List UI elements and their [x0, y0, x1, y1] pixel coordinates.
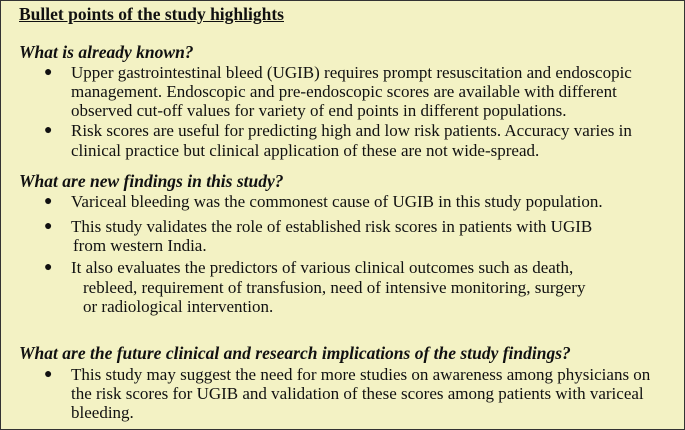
list-item-line: This study validates the role of established risk scores in patients with UGIB	[71, 217, 593, 236]
bullet-icon: ●	[44, 219, 53, 234]
bullet-icon: ●	[44, 367, 53, 382]
bullet-icon: ●	[44, 123, 53, 138]
list-item-line: bleeding.	[71, 403, 134, 422]
list-item-line: It also evaluates the predictors of various clinical outcomes such as death,	[71, 258, 574, 277]
list-item-line: Variceal bleeding was the commonest cause of UGIB in this study population.	[71, 192, 603, 211]
section-heading-known: What is already known?	[19, 42, 194, 62]
list-item-line: rebleed, requirement of transfusion, need of intensive monitoring, surgery	[83, 278, 586, 297]
list-item-line: or radiological intervention.	[83, 297, 274, 316]
bullet-icon: ●	[44, 260, 53, 275]
bullet-icon: ●	[44, 65, 53, 80]
list-item-line: clinical practice but clinical application of these are not wide-spread.	[71, 141, 540, 160]
list-item-line: observed cut-off values for variety of end points in different populations.	[71, 101, 567, 120]
list-item-line: This study may suggest the need for more studies on awareness among physicians on	[71, 365, 651, 384]
list-item-line: the risk scores for UGIB and validation of these scores among patients with variceal	[71, 384, 644, 403]
list-item-line: Risk scores are useful for predicting high and low risk patients. Accuracy varies in	[71, 121, 632, 140]
list-item-line: Upper gastrointestinal bleed (UGIB) requires prompt resuscitation and endoscopic	[71, 63, 632, 82]
list-item-line: management. Endoscopic and pre-endoscopic scores are available with different	[71, 82, 617, 101]
section-heading-new-findings: What are new findings in this study?	[19, 171, 284, 191]
bullet-icon: ●	[44, 194, 53, 209]
list-item-line: from western India.	[73, 236, 207, 255]
section-heading-implications: What are the future clinical and research implications of the study findings?	[19, 343, 571, 363]
page-title: Bullet points of the study highlights	[19, 4, 284, 24]
